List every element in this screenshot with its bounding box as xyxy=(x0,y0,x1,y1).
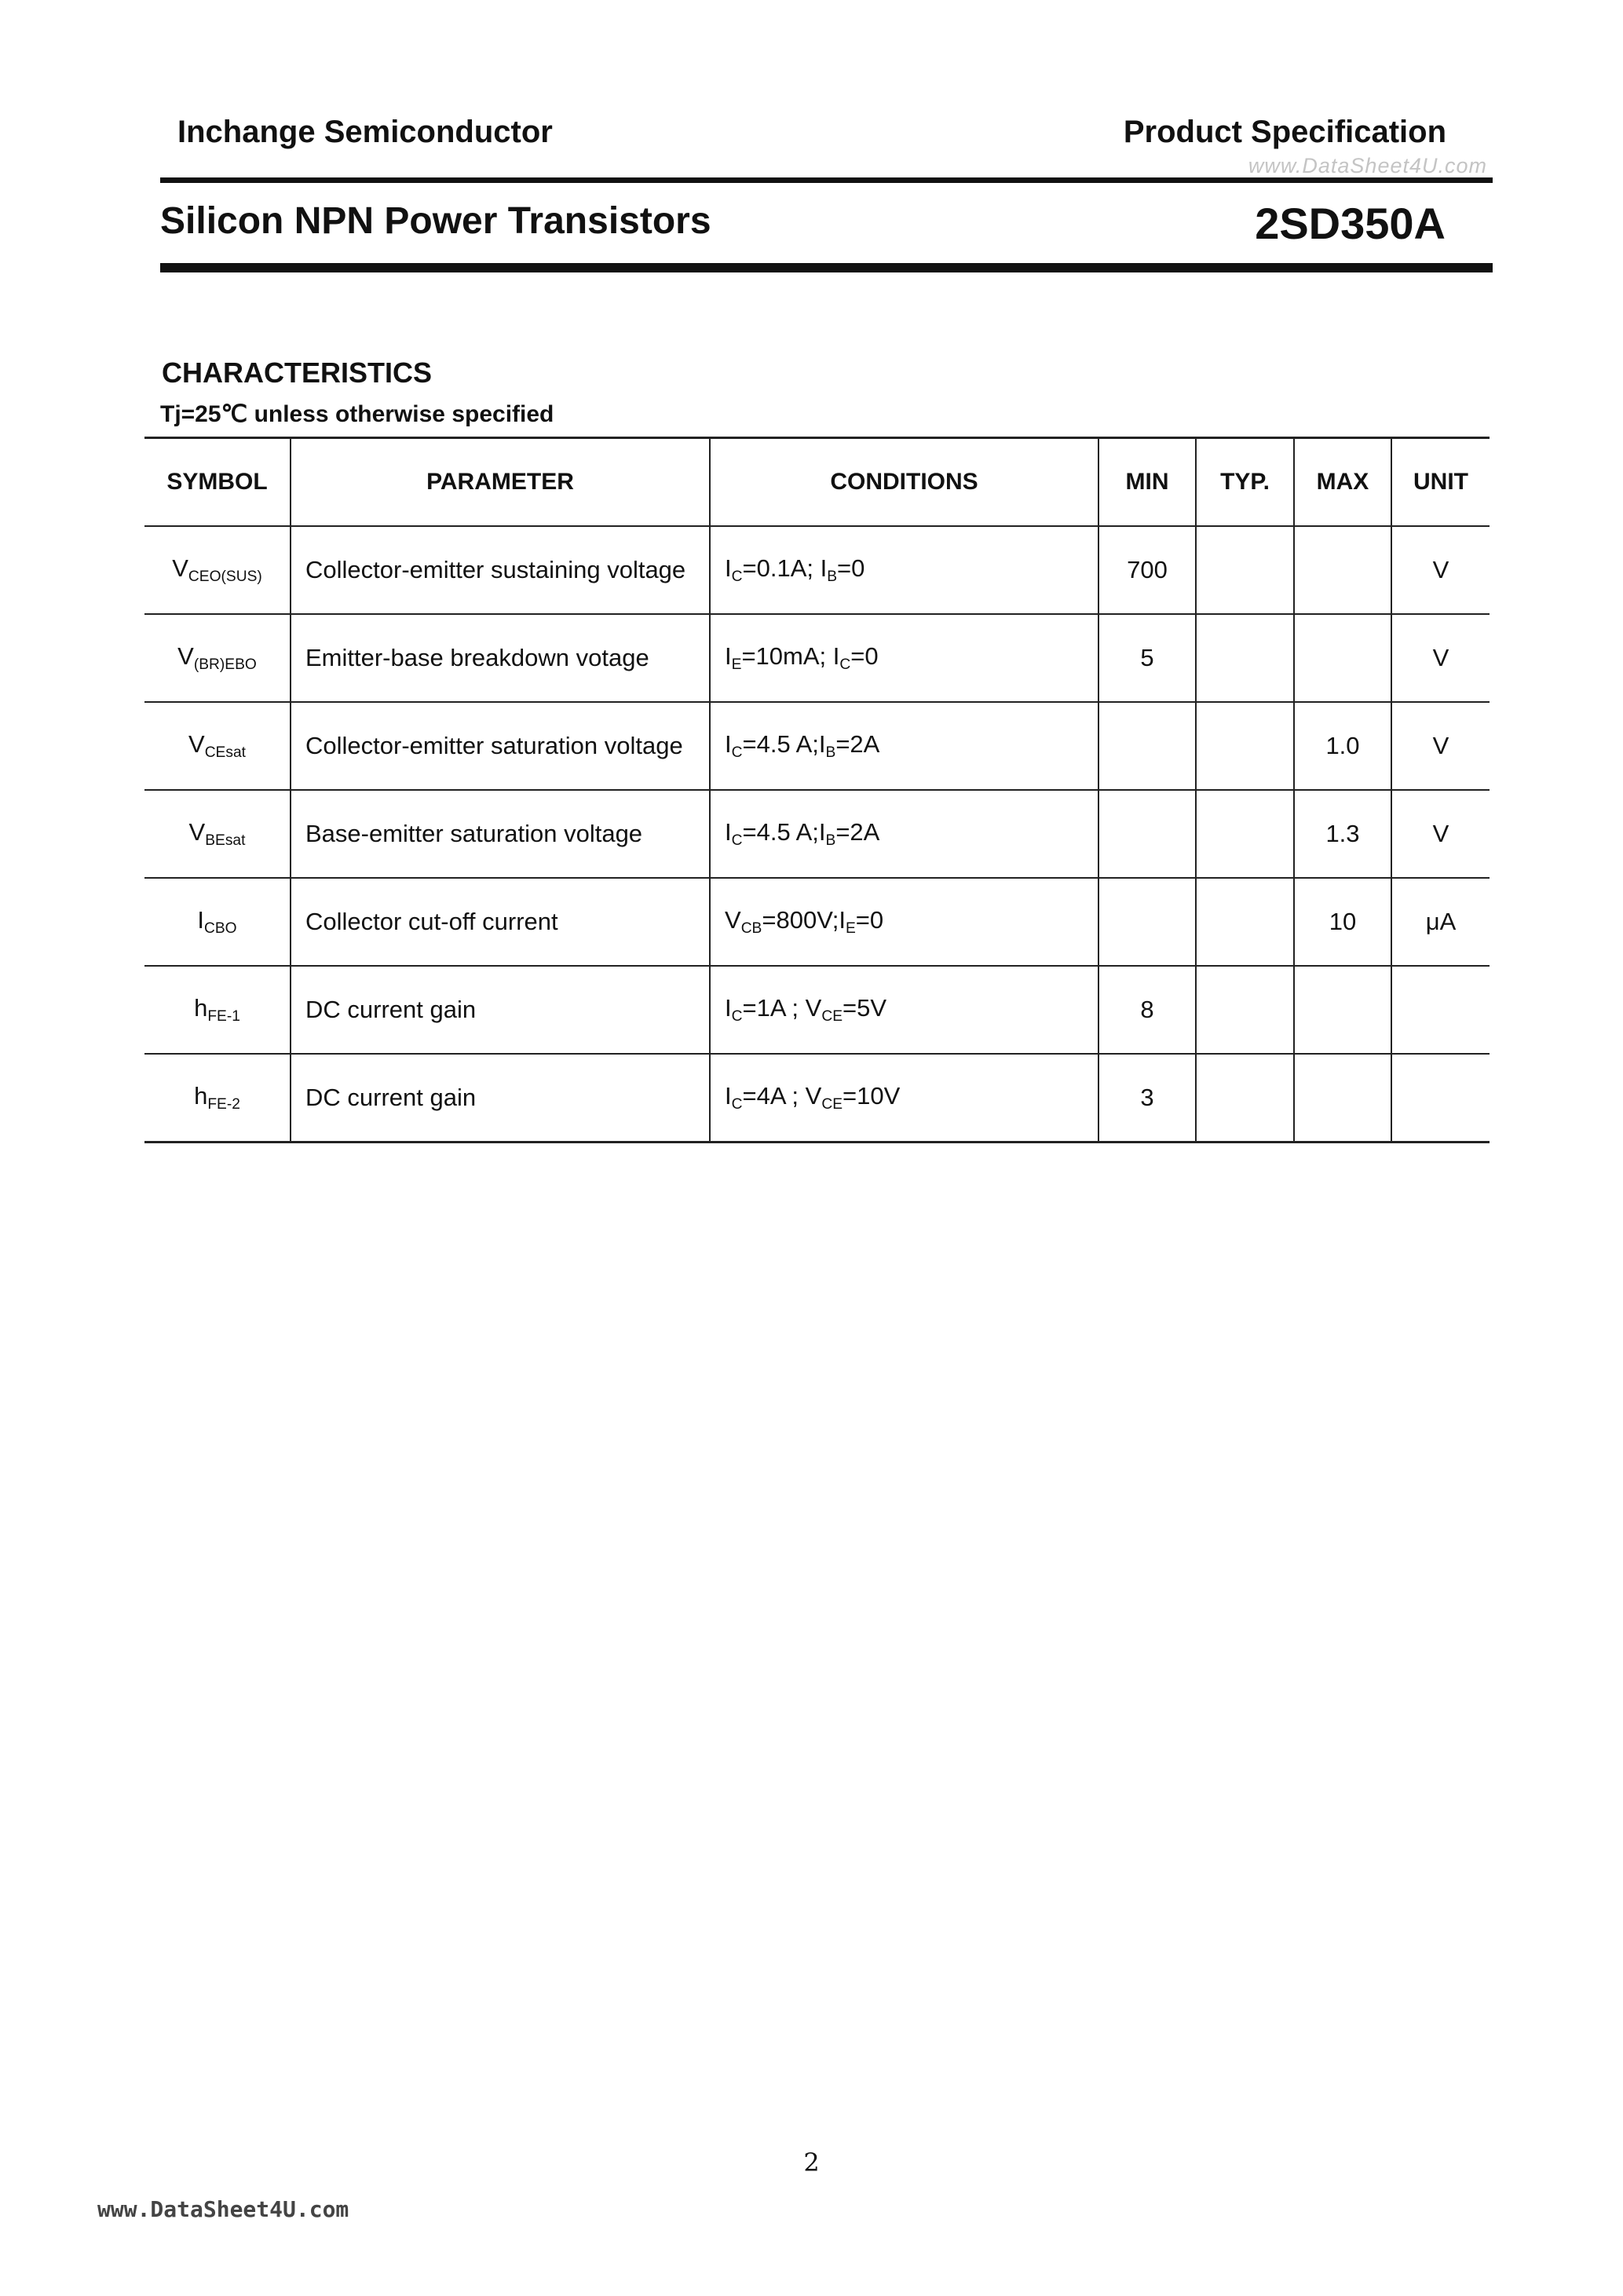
cell-symbol xyxy=(144,878,291,966)
condition-subscript: C xyxy=(731,832,743,850)
cell-conditions xyxy=(710,878,1098,966)
condition-text: =4.5 A;I xyxy=(742,817,826,846)
condition-text: =4.5 A;I xyxy=(742,729,826,758)
cell-symbol xyxy=(144,966,291,1054)
cell-max xyxy=(1294,526,1391,614)
cell-typ xyxy=(1196,790,1294,878)
cell-conditions xyxy=(710,526,1098,614)
condition-text: =1A ; V xyxy=(742,993,822,1022)
header-rule xyxy=(160,177,1493,183)
cell-max xyxy=(1294,1054,1391,1143)
cell-typ xyxy=(1196,526,1294,614)
symbol-subscript: CEsat xyxy=(204,744,246,762)
condition-subscript: CE xyxy=(821,1008,843,1026)
symbol-subscript: FE-2 xyxy=(207,1096,240,1113)
cell-symbol xyxy=(144,526,291,614)
doc-type: Product Specification xyxy=(1123,115,1446,149)
condition-text: =2A xyxy=(835,817,880,846)
symbol-base: V xyxy=(188,729,205,758)
table-row xyxy=(144,702,1490,790)
cell-min xyxy=(1098,702,1196,790)
watermark-top: www.DataSheet4U.com xyxy=(1248,154,1487,177)
cell-conditions xyxy=(710,1054,1098,1143)
condition-subscript: E xyxy=(845,920,856,938)
cell-typ xyxy=(1196,966,1294,1054)
cell-unit: V xyxy=(1432,732,1449,759)
company-name: Inchange Semiconductor xyxy=(177,115,553,149)
condition-text: =0.1A; I xyxy=(742,554,828,582)
condition-text: =10V xyxy=(843,1081,901,1110)
symbol-subscript: (BR)EBO xyxy=(193,656,257,674)
condition-note: Tj=25℃ unless otherwise specified xyxy=(160,401,554,427)
cell-parameter: Collector cut-off current xyxy=(291,878,710,966)
cell-unit: μA xyxy=(1425,908,1457,935)
cell-unit: V xyxy=(1432,820,1449,847)
page-number: 2 xyxy=(803,2148,820,2177)
section-title: CHARACTERISTICS xyxy=(162,356,433,389)
symbol-base: h xyxy=(194,1081,208,1110)
condition-subscript: C xyxy=(731,744,743,762)
cell-min: 3 xyxy=(1098,1054,1196,1143)
cell-max: 1.0 xyxy=(1294,702,1391,790)
condition-text: I xyxy=(725,642,732,670)
condition-text: I xyxy=(725,1081,732,1110)
condition-subscript: B xyxy=(825,832,836,850)
table-row xyxy=(144,526,1490,614)
cell-min: 700 xyxy=(1098,526,1196,614)
table-row xyxy=(144,1054,1490,1143)
cell-min xyxy=(1098,790,1196,878)
condition-subscript: CE xyxy=(821,1096,843,1113)
cell-typ xyxy=(1196,614,1294,702)
condition-text: =10mA; I xyxy=(741,642,840,670)
condition-text: I xyxy=(725,817,732,846)
condition-text: =0 xyxy=(855,905,884,934)
condition-text: I xyxy=(725,729,732,758)
condition-text: I xyxy=(725,554,732,582)
table-row xyxy=(144,966,1490,1054)
header-max: MAX xyxy=(1294,438,1391,527)
symbol-base: h xyxy=(194,993,208,1022)
cell-parameter: Base-emitter saturation voltage xyxy=(291,790,710,878)
symbol-subscript: FE-1 xyxy=(207,1008,240,1026)
condition-subscript: C xyxy=(839,656,851,674)
symbol-base: V xyxy=(188,817,206,846)
cell-min: 5 xyxy=(1098,614,1196,702)
condition-subscript: C xyxy=(731,569,743,586)
cell-conditions xyxy=(710,790,1098,878)
table-row xyxy=(144,790,1490,878)
title-rule xyxy=(160,263,1493,272)
cell-min: 8 xyxy=(1098,966,1196,1054)
cell-conditions xyxy=(710,614,1098,702)
cell-typ xyxy=(1196,702,1294,790)
cell-max: 1.3 xyxy=(1294,790,1391,878)
condition-text: =5V xyxy=(843,993,887,1022)
watermark-bottom: www.DataSheet4U.com xyxy=(97,2196,349,2222)
cell-symbol xyxy=(144,1054,291,1143)
model-number: 2SD350A xyxy=(1255,199,1446,248)
cell-symbol xyxy=(144,614,291,702)
document-title: Silicon NPN Power Transistors xyxy=(160,200,711,242)
cell-parameter: Collector-emitter saturation voltage xyxy=(291,702,710,790)
cell-max xyxy=(1294,966,1391,1054)
cell-typ xyxy=(1196,1054,1294,1143)
condition-text: V xyxy=(725,905,741,934)
cell-parameter: Emitter-base breakdown votage xyxy=(291,614,710,702)
cell-conditions xyxy=(710,702,1098,790)
header-min: MIN xyxy=(1098,438,1196,527)
condition-subscript: C xyxy=(731,1008,743,1026)
cell-unit xyxy=(1391,1054,1490,1143)
table-header-row xyxy=(144,438,1490,527)
cell-unit xyxy=(1391,966,1490,1054)
cell-max: 10 xyxy=(1294,878,1391,966)
condition-subscript: C xyxy=(731,1096,743,1113)
condition-text: =0 xyxy=(850,642,879,670)
header-typ: TYP. xyxy=(1196,438,1294,527)
symbol-base: V xyxy=(172,554,188,582)
condition-text: =0 xyxy=(837,554,865,582)
table-row xyxy=(144,614,1490,702)
symbol-base: V xyxy=(177,642,194,670)
condition-text: =4A ; V xyxy=(742,1081,822,1110)
condition-subscript: B xyxy=(825,744,836,762)
cell-conditions xyxy=(710,966,1098,1054)
cell-parameter: DC current gain xyxy=(291,966,710,1054)
condition-subscript: B xyxy=(827,569,838,586)
header-unit: UNIT xyxy=(1413,469,1468,495)
header-conditions: CONDITIONS xyxy=(710,438,1098,527)
condition-text: =2A xyxy=(835,729,880,758)
symbol-subscript: CBO xyxy=(204,920,237,938)
symbol-subscript: BEsat xyxy=(205,832,246,850)
cell-unit: V xyxy=(1432,644,1449,671)
symbol-base: I xyxy=(197,905,204,934)
condition-text: =800V;I xyxy=(762,905,846,934)
cell-parameter: DC current gain xyxy=(291,1054,710,1143)
table-row xyxy=(144,878,1490,966)
cell-symbol xyxy=(144,790,291,878)
header-symbol: SYMBOL xyxy=(144,438,291,527)
characteristics-table xyxy=(144,437,1490,1143)
condition-text: I xyxy=(725,993,732,1022)
cell-parameter: Collector-emitter sustaining voltage xyxy=(291,526,710,614)
cell-typ xyxy=(1196,878,1294,966)
symbol-subscript: CEO(SUS) xyxy=(188,569,262,586)
header-parameter: PARAMETER xyxy=(291,438,710,527)
cell-symbol xyxy=(144,702,291,790)
condition-subscript: CB xyxy=(740,920,762,938)
cell-max xyxy=(1294,614,1391,702)
condition-subscript: E xyxy=(731,656,742,674)
cell-unit: V xyxy=(1432,556,1449,583)
cell-min xyxy=(1098,878,1196,966)
